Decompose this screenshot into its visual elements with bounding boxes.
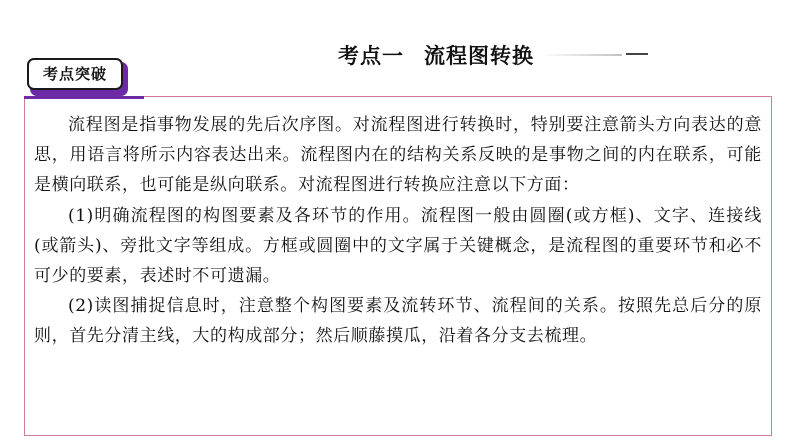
badge-label: 考点突破 — [42, 65, 107, 83]
paragraph-point-2: (2)读图捕捉信息时，注意整个构图要素及流转环节、流程间的关系。按照先总后分的原则，首先分清主线，大的构成部分；然后顺藤摸瓜，沿着各分支去梳理。 — [34, 296, 762, 347]
title-decor-line — [540, 54, 622, 56]
title-decor-dash — [626, 53, 648, 55]
title-main: 流程图转换 — [424, 44, 534, 68]
body-text — [34, 110, 762, 352]
page-title — [338, 40, 534, 70]
section-badge — [27, 58, 129, 97]
paragraph-intro: 流程图是指事物发展的先后次序图。对流程图进行转换时，特别要注意箭头方向表达的意思，用语言将所示内容表达出来。流程图内在的结构关系反映的是事物之间的内在联系，可能是横向联系，也可能是纵向联系。对流程图进行转换应注意以下方面： — [34, 115, 762, 196]
paragraph-point-1: (1)明确流程图的构图要素及各环节的作用。流程图一般由圆圈(或方框)、文字、连接线(或箭头)、旁批文字等组成。方框或圆圈中的文字属于关键概念，是流程图的重要环节和必不可少的要素，表述时不可遗漏。 — [34, 205, 762, 287]
title-prefix: 考点一 — [338, 44, 404, 68]
